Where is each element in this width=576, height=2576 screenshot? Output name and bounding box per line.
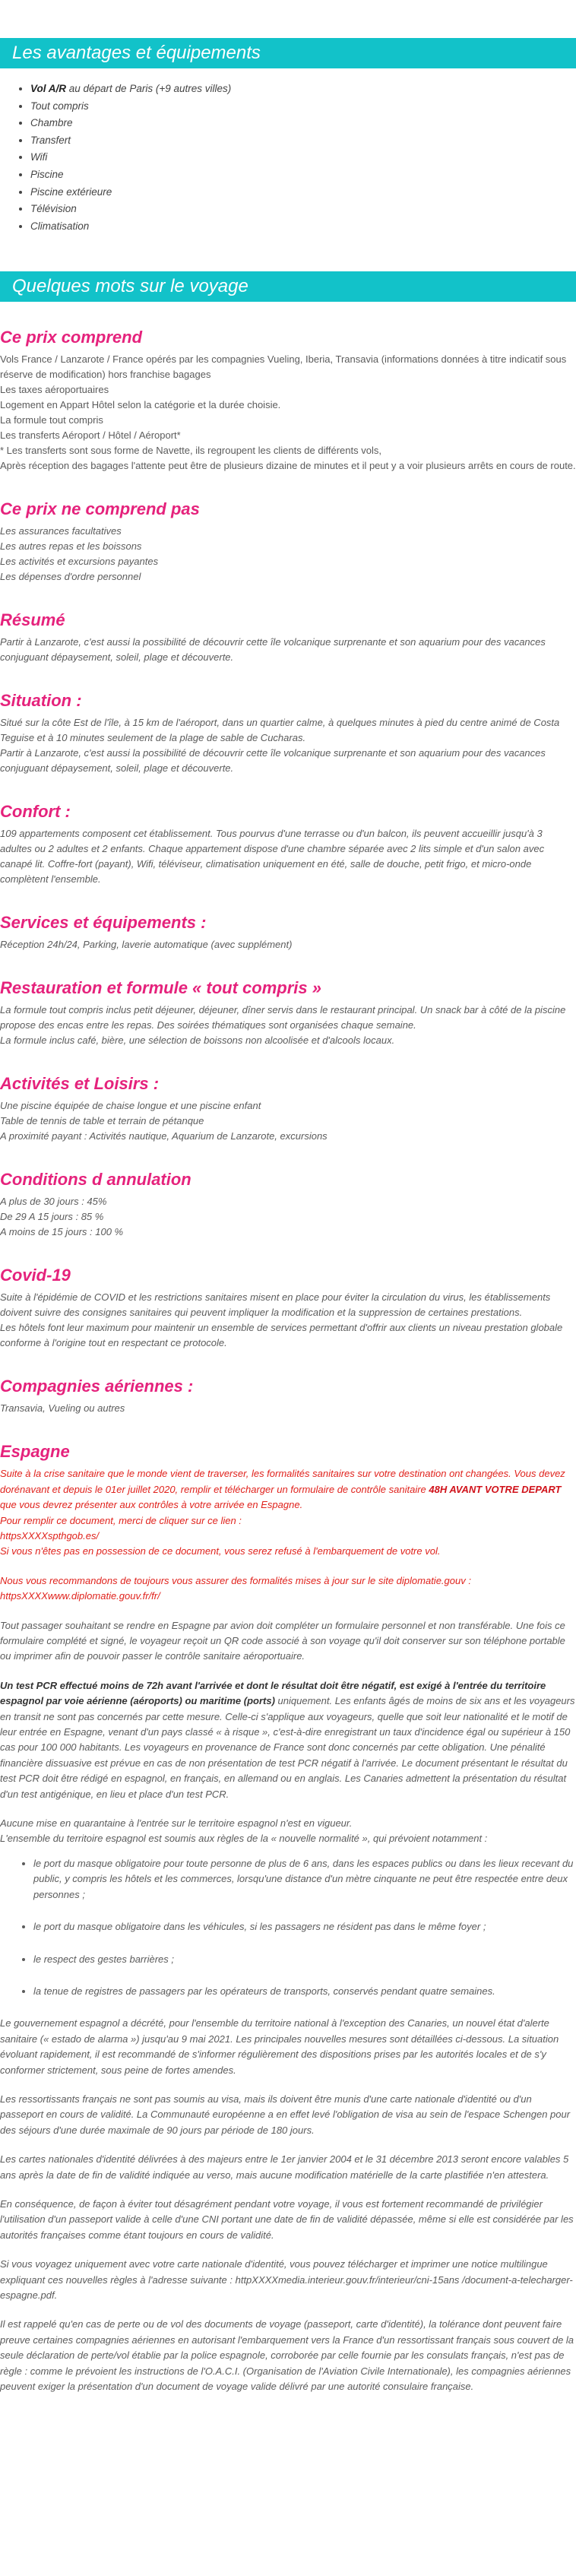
covid-text-1: Suite à l'épidémie de COVID et les restrictions sanitaires misent en place pour éviter la circulation du virus, les établissements doivent suivre des consignes sanitaires qui peuvent impliquer la modification et la suppression de certaines prestations. [0, 1291, 551, 1319]
sanitary-notice: Suite à la crise sanitaire que le monde vient de traverser, les formalités sanitaires sur votre destination ont changées. Vous devez dorénavant et depuis le 01er juillet 2020, remplir et télécharger un formulaire de contrôle sanitaire 48H AVANT VOTRE DEPART que vous devrez présenter aux contrôles à votre arrivée en Espagne. Pour remplir ce document, merci de cliquer sur ce lien : httpsXXXXspthgob.es/ Si vous n'êtes pas en possession de ce document, vous serez refusé à l'embarquement de votre vol. [0, 1468, 565, 1557]
situation-text-1: Situé sur la côte Est de l'île, à 15 km de l'aéroport, dans un quartier calme, à quelques minutes à pied du centre animé de Costa Teguise et à 10 minutes seulement de la plage de sable de Cucharas. [0, 717, 560, 744]
feature-item: • Piscine [30, 166, 576, 184]
espagne-p6: Les cartes nationales d'identité délivrées à des majeurs entre le 1er janvier 2004 et le 31 décembre 2013 seront encore valables 5 ans après la date de fin de validité indiquée au verso, mais aucune modification matérielle de la carte plastifiée n'en attestera. [0, 2153, 569, 2181]
feature-item: • Climatisation [30, 218, 576, 236]
top-spacer [0, 0, 576, 38]
normality-rules [0, 1856, 576, 1999]
feature-item: • Wifi [30, 149, 576, 166]
activity-line: A proximité payant : Activités nautique, Aquarium de Lanzarote, excursions [0, 1130, 328, 1142]
form-link-intro: Pour remplir ce document, merci de cliquer sur ce lien : [0, 1514, 242, 1526]
annulation-list [0, 1194, 576, 1240]
price-included-line: Après réception des bagages l'attente peut être de plusieurs dizaine de minutes et il peut y a voir plusieurs arrêts en cours de route. [0, 460, 576, 472]
rule-item: • le port du masque obligatoire pour toute personne de plus de 6 ans, dans les espaces publics ou dans les lieux recevant du public, y compris les hôtels et les commerces, lorsqu'une distance d'un mètre cinquante ne peut être respectée entre deux personnes ; [33, 1856, 576, 1903]
annulation-title: Conditions d annulation [0, 1170, 191, 1190]
espagne-p2: Un test PCR effectué moins de 72h avant l'arrivée et dont le résultat doit être négatif, est exigé à l'entrée du territoire espagnol par voie aérienne (aéroports) ou maritime (ports) uniquement. Les enfants âgés de moins de six ans et les voyageurs en transit ne sont pas concernés par cette mesure. Celle-ci s'applique aux voyageurs, quelle que soit leur nationalité et le motif de leur entrée en Espagne, venant d'un pays classé « à risque », c'est-à-dire enregistrant un taux d'incidence égal ou supérieur à 150 cas pour 100 000 habitants. Les voyageurs en provenance de France sont donc concernés par cette obligation. Une pénalité financière dissuasive est prévue en cas de non présentation de test PCR négatif à l'arrivée. Le document présentant le résultat du test PCR doit être rédigé en espagnol, en français, en allemand ou en anglais. Les Canaries admettent la présentation du résultat d'un test antigénique, en lieu et place d'un test PCR. [0, 1679, 575, 1800]
departure-deadline: 48H AVANT VOTRE DEPART [429, 1483, 562, 1495]
espagne-p4: Le gouvernement espagnol a décrété, pour l'ensemble du territoire national à l'exception des Canaries, un nouvel état d'alerte sanitaire (« estado de alarma ») jusqu'au 9 mai 2021. Les principales nouvelles mesures sont détaillées ci-dessous. La situation évoluant rapidement, il est recommandé de s'informer régulièrement des dispositions prises par les autorités locales et de s'y conformer strictement, sous peine de fortes amendes. [0, 2017, 559, 2076]
situation-title: Situation : [0, 691, 82, 711]
confort-title: Confort : [0, 802, 71, 822]
price-excluded-list [0, 524, 576, 585]
espagne-p3b: L'ensemble du territoire espagnol est soumis aux règles de la « nouvelle normalité », qui prévoient notamment : [0, 1833, 488, 1845]
activites-list [0, 1098, 576, 1144]
price-included-line: Logement en Appart Hôtel selon la catégorie et la durée choisie. [0, 399, 281, 411]
covid-title: Covid-19 [0, 1266, 71, 1285]
boarding-refusal-notice: Si vous n'êtes pas en possession de ce document, vous serez refusé à l'embarquement de votre vol. [0, 1545, 441, 1557]
feature-item: • Tout compris [30, 98, 576, 116]
cancellation-line: A plus de 30 jours : 45% [0, 1196, 107, 1208]
activity-line: Table de tennis de table et terrain de pétanque [0, 1115, 204, 1127]
price-included-line: La formule tout compris [0, 414, 103, 426]
services-title: Services et équipements : [0, 913, 207, 933]
feature-item: • Piscine extérieure [30, 184, 576, 201]
feature-item: • Vol A/R au départ de Paris (+9 autres villes) [30, 81, 576, 98]
price-excluded-title: Ce prix ne comprend pas [0, 499, 200, 519]
features-list [0, 81, 576, 235]
restauration-text-1: La formule tout compris inclus petit déjeuner, déjeuner, dîner servis dans le restaurant principal. Un snack bar à côté de la piscine propose des encas entre les repas. Des soirées thématiques sont organisées chaque semaine. [0, 1004, 566, 1031]
form-link[interactable]: httpsXXXXspthgob.es/ [0, 1529, 100, 1541]
cancellation-line: De 29 A 15 jours : 85 % [0, 1211, 104, 1223]
price-excluded-line: Les autres repas et les boissons [0, 540, 142, 553]
espagne-p1: Tout passager souhaitant se rendre en Espagne par avion doit compléter un formulaire personnel et non transférable. Une fois ce formulaire complété et signé, le voyageur reçoit un QR code associé à son voyage qu'il doit conserver sur son téléphone portable ou imprimer afin de pouvoir passer le contrôle sanitaire aéroportuaire. [0, 1619, 565, 1662]
espagne-p7: En conséquence, de façon à éviter tout désagrément pendant votre voyage, il vous est fortement recommandé de privilégier l'utilisation d'un passeport valide à celle d'une CNI portant une date de fin de validité dépassée, même si elle est considérée par les autorités françaises comme étant toujours en cours de validité. [0, 2197, 574, 2241]
price-excluded-line: Les assurances facultatives [0, 525, 122, 537]
feature-item: • Chambre [30, 115, 576, 132]
restauration-title: Restauration et formule « tout compris » [0, 978, 321, 998]
espagne-p5: Les ressortissants français ne sont pas soumis au visa, mais ils doivent être munis d'une carte nationale d'identité ou d'un passeport en cours de validité. La Communauté européenne a en effet levé l'obligation de visa au sein de l'espace Schengen pour des séjours d'une durée maximale de 90 jours par période de 180 jours. [0, 2093, 571, 2136]
compagnies-text: Transavia, Vueling ou autres [0, 1402, 125, 1415]
price-included-list [0, 352, 576, 474]
feature-item: • Télévision [30, 201, 576, 218]
cancellation-line: A moins de 15 jours : 100 % [0, 1226, 124, 1238]
resume-title: Résumé [0, 610, 65, 630]
services-text: Réception 24h/24, Parking, laverie automatique (avec supplément) [0, 939, 293, 951]
situation-text-2: Partir à Lanzarote, c'est aussi la possibilité de découvrir cette île volcanique surprenante et son aquarium pour des vacances conjuguant dépaysement, soleil, plage et découverte. [0, 747, 546, 775]
compagnies-title: Compagnies aériennes : [0, 1377, 194, 1396]
voyage-content [0, 302, 576, 2394]
price-included-title: Ce prix comprend [0, 328, 143, 347]
price-excluded-line: Les dépenses d'ordre personnel [0, 571, 141, 583]
espagne-p9: Il est rappelé qu'en cas de perte ou de vol des documents de voyage (passeport, carte d'identité), la tolérance dont peuvent faire preuve certaines compagnies aériennes en autorisant l'embarquement vers la France d'un ressortissant français sous couvert de la seule déclaration de perte/vol établie par la police espagnole, corroborée par celle fournie par les consulats français, n'est pas de règle : comme le prévoient les instructions de l'O.A.C.I. (Organisation de l'Aviation Civile Internationale), les compagnies aériennes peuvent exiger la présentation d'un document de voyage valide délivré par une autorité consulaire française. [0, 2318, 574, 2393]
resume-text: Partir à Lanzarote, c'est aussi la possibilité de découvrir cette île volcanique surprenante et son aquarium pour des vacances conjuguant dépaysement, soleil, plage et découverte. [0, 636, 546, 664]
espagne-p3a: Aucune mise en quarantaine à l'entrée sur le territoire espagnol n'est en vigueur. [0, 1817, 353, 1830]
espagne-title: Espagne [0, 1442, 70, 1462]
voyage-banner: Quelques mots sur le voyage [0, 271, 576, 302]
price-included-line: Vols France / Lanzarote / France opérés par les compagnies Vueling, Iberia, Transavia (informations données à titre indicatif sous réserve de modification) hors franchise bagages [0, 353, 567, 381]
rule-item: • le respect des gestes barrières ; [33, 1952, 576, 1967]
rule-item: • la tenue de registres de passagers par les opérateurs de transports, conservés pendant quatre semaines. [33, 1984, 576, 1999]
restauration-text-2: La formule inclus café, bière, une sélection de boissons non alcoolisée et d'alcools locaux. [0, 1035, 395, 1047]
price-included-line: * Les transferts sont sous forme de Navette, ils regroupent les clients de différents vols, [0, 445, 381, 457]
confort-text: 109 appartements composent cet établissement. Tous pourvus d'une terrasse ou d'un balcon, ils peuvent accueillir jusqu'à 3 adultes ou 2 adultes et 2 enfants. Chaque appartement dispose d'une chambre séparée avec 2 lits simple et d'un salon avec canapé lit. Coffre-fort (payant), Wifi, téléviseur, climatisation uniquement en été, salle de douche, petit frigo, et micro-onde complètent l'ensemble. [0, 828, 545, 886]
espagne-p8: Si vous voyagez uniquement avec votre carte nationale d'identité, vous pouvez télécharger et imprimer une notice multilingue expliquant ces nouvelles règles à l'adresse suivante : httpXXXXmedia.interieur.gouv.fr/interieur/cni-15ans /document-a-telecharger-espagne.pdf. [0, 2258, 573, 2301]
activity-line: Une piscine équipée de chaise longue et une piscine enfant [0, 1100, 261, 1112]
covid-text-2: Les hôtels font leur maximum pour maintenir un ensemble de services permettant d'offrir aux clients un niveau prestation globale conforme à l'origine tout en respectant ce protocole. [0, 1322, 563, 1349]
feature-item: • Transfert [30, 132, 576, 150]
rule-item: • le port du masque obligatoire dans les véhicules, si les passagers ne résident pas dans le même foyer ; [33, 1919, 576, 1934]
diplomatie-link[interactable]: Nous vous recommandons de toujours vous assurer des formalités mises à jour sur le site diplomatie.gouv : httpsXXXXwww.diplomatie.gouv.fr/fr/ [0, 1574, 471, 1602]
price-included-line: Les transferts Aéroport / Hôtel / Aéroport* [0, 429, 181, 442]
advantages-banner: Les avantages et équipements [0, 38, 576, 68]
price-excluded-line: Les activités et excursions payantes [0, 556, 159, 568]
activites-title: Activités et Loisirs : [0, 1074, 160, 1094]
price-included-line: Les taxes aéroportuaires [0, 384, 109, 396]
